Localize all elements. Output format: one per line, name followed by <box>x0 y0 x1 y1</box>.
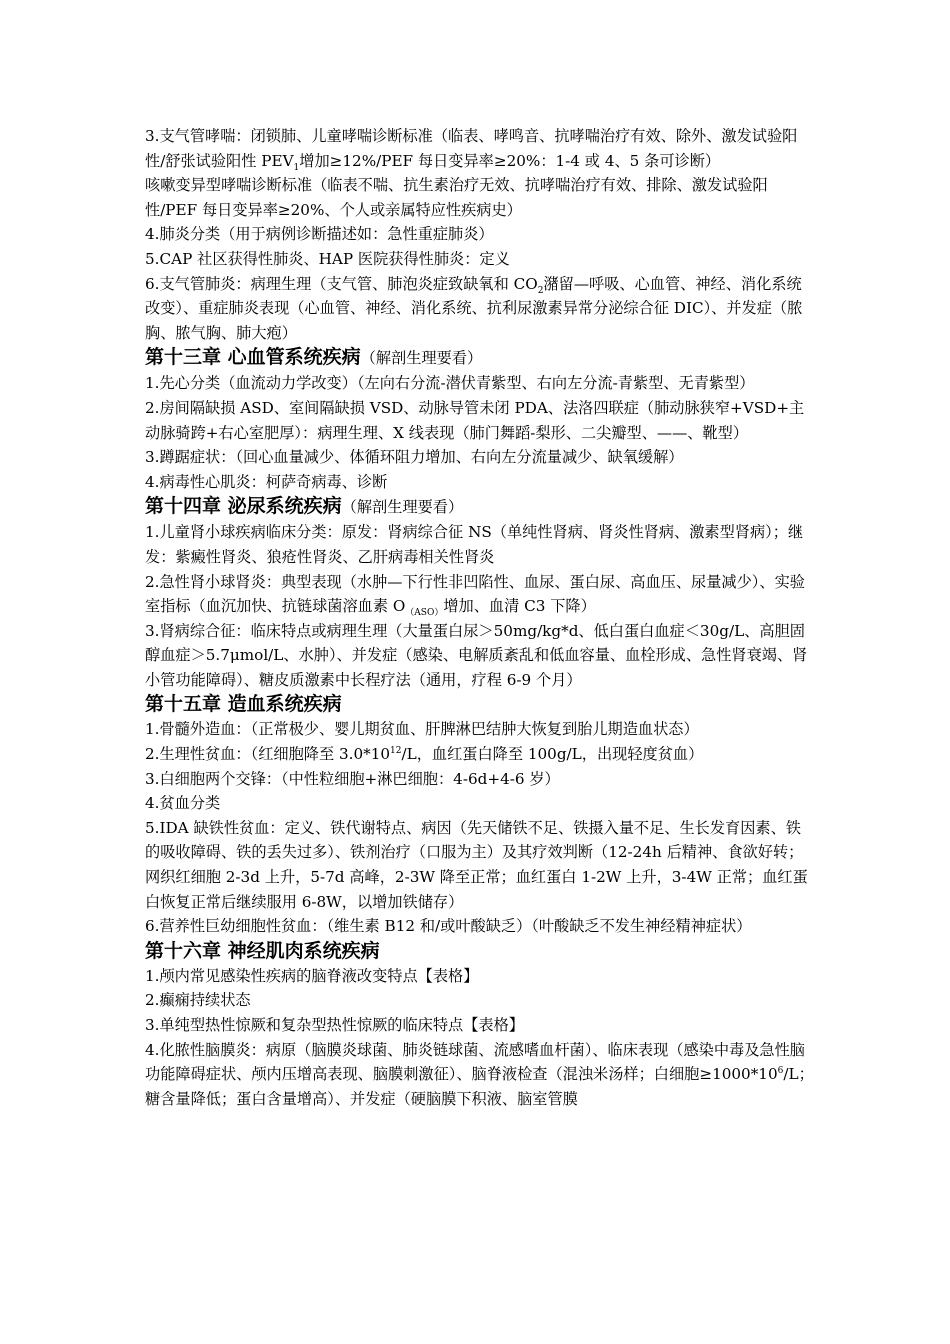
para-asthma: 3.支气管哮喘：闭锁肺、儿童哮喘诊断标准（临表、哮鸣音、抗哮喘治疗有效、除外、激发试验阳性/舒张试验阳性 $PEV_1$增加≥12%/PEF 每日变异率≥20%：1-4 或 4、5 条可诊断） <box>145 127 798 173</box>
para-megaloblastic: 6.营养性巨幼细胞性贫血：（维生素 B12 和/或叶酸缺乏）（叶酸缺乏不发生神经精神症状） <box>145 917 752 936</box>
chapter-16-heading: 第十六章 神经肌肉系统疾病 <box>145 939 380 962</box>
para-status-epilepticus: 2.癫痫持续状态 <box>145 991 251 1010</box>
chapter-13-heading: 第十三章 心血管系统疾病（解剖生理要看） <box>145 346 483 369</box>
para-chd-class: 1.先心分类（血流动力学改变）（左向右分流-潜伏青紫型、右向左分流-青紫型、无青紫型） <box>145 374 755 393</box>
para-cough-asthma: 咳嗽变异型哮喘诊断标准（临表不喘、抗生素治疗无效、抗哮喘治疗有效、排除、激发试验阳性/PEF 每日变异率≥20%、个人或亲属特应性疾病史） <box>145 176 768 219</box>
chapter-15-heading: 第十五章 造血系统疾病 <box>145 693 342 716</box>
para-febrile-seizure: 3.单纯型热性惊厥和复杂型热性惊厥的临床特点【表格】 <box>145 1016 524 1034</box>
para-pneumonia-class: 4.肺炎分类（用于病例诊断描述如：急性重症肺炎） <box>145 225 494 244</box>
para-anemia-class: 4.贫血分类 <box>145 794 221 813</box>
para-squatting: 3.蹲踞症状：（回心血量减少、体循环阻力增加、右向左分流量减少、缺氧缓解） <box>145 448 684 467</box>
para-myocarditis: 4.病毒性心肌炎：柯萨奇病毒、诊断 <box>145 472 388 491</box>
para-cap-hap: 5.CAP 社区获得性肺炎、HAP 医院获得性肺炎：定义 <box>145 249 510 268</box>
para-wbc-cross: 3.白细胞两个交锋：（中性粒细胞+淋巴细胞：4-6d+4-6 岁） <box>145 769 560 788</box>
chapter-14-heading: 第十四章 泌尿系统疾病（解剖生理要看） <box>145 495 464 518</box>
para-meningitis: 4.化脓性脑膜炎：病原（脑膜炎球菌、肺炎链球菌、流感嗜血杆菌）、临床表现（感染中毒及急性脑功能障碍症状、颅内压增高表现、脑膜刺激征）、脑脊液检查（混浊米汤样；白细胞$\ge 1000*10^6/L$；糖含量降低；蛋白含量增高）、并发症（硬脑膜下积液、脑室管膜 <box>145 1040 814 1108</box>
para-extramedullary: 1.骨髓外造血：（正常极少、婴儿期贫血、肝脾淋巴结肿大恢复到胎儿期造血状态） <box>145 720 699 739</box>
para-glomerular-class: 1.儿童肾小球疾病临床分类：原发：肾病综合征 NS（单纯性肾病、肾炎性肾病、激素型肾病）；继发：紫癜性肾炎、狼疮性肾炎、乙肝病毒相关性肾炎 <box>145 523 804 566</box>
para-asd-vsd: 2.房间隔缺损 ASD、室间隔缺损 VSD、动脉导管未闭 PDA、法洛四联症（肺动脉狭窄+VSD+主动脉骑跨+右心室肥厚）：病理生理、X 线表现（肺门舞蹈-梨形、二尖瓣型、——、靴型） <box>145 398 805 442</box>
para-csf: 1.颅内常见感染性疾病的脑脊液改变特点【表格】 <box>145 966 479 985</box>
para-nephrotic: 3.肾病综合征：临床特点或病理生理（大量蛋白尿＞50mg/kg*d、低白蛋白血症＜30g/L、高胆固醇血症＞5.7μmol/L、水肿）、并发症（感染、电解质紊乱和低血容量、血栓形成、急性肾衰竭、肾小管功能障碍）、糖皮质激素中长程疗法（通用，疗程 6-9 个月） <box>145 621 808 689</box>
document-page <box>145 124 815 1111</box>
para-bronchopneumonia: 6.支气管肺炎：病理生理（支气管、肺泡炎症致缺氧和 $CO_2$潴留—呼吸、心血管、神经、消化系统改变）、重症肺炎表现（心血管、神经、消化系统、抗利尿激素异常分泌综合征 DIC）、并发症（脓胸、脓气胸、肺大疱） <box>145 274 803 342</box>
para-ida: 5.IDA 缺铁性贫血：定义、铁代谢特点、病因（先天储铁不足、铁摄入量不足、生长发育因素、铁的吸收障碍、铁的丢失过多）、铁剂治疗（口服为主）及其疗效判断（12-24h 后精神、食欲好转；网织红细胞 2-3d 上升，5-7d 高峰，2-3W 降至正常；血红蛋白 1-2W 上升，3-4W 正常；血红蛋白恢复正常后继续服用 6-8W，以增加铁储存） <box>145 818 808 911</box>
para-agn: 2.急性肾小球肾炎：典型表现（水肿—下行性非凹陷性、血尿、蛋白尿、高血压、尿量减少）、实验室指标（血沉加快、抗链球菌溶血素 $O_{(ASO)}$增加、血清 C3 下降） <box>145 572 805 619</box>
para-physiologic-anemia: 2.生理性贫血：（红细胞降至 $3.0*10^{12}/L$，血红蛋白降至 100g/L，出现轻度贫血） <box>145 745 704 764</box>
